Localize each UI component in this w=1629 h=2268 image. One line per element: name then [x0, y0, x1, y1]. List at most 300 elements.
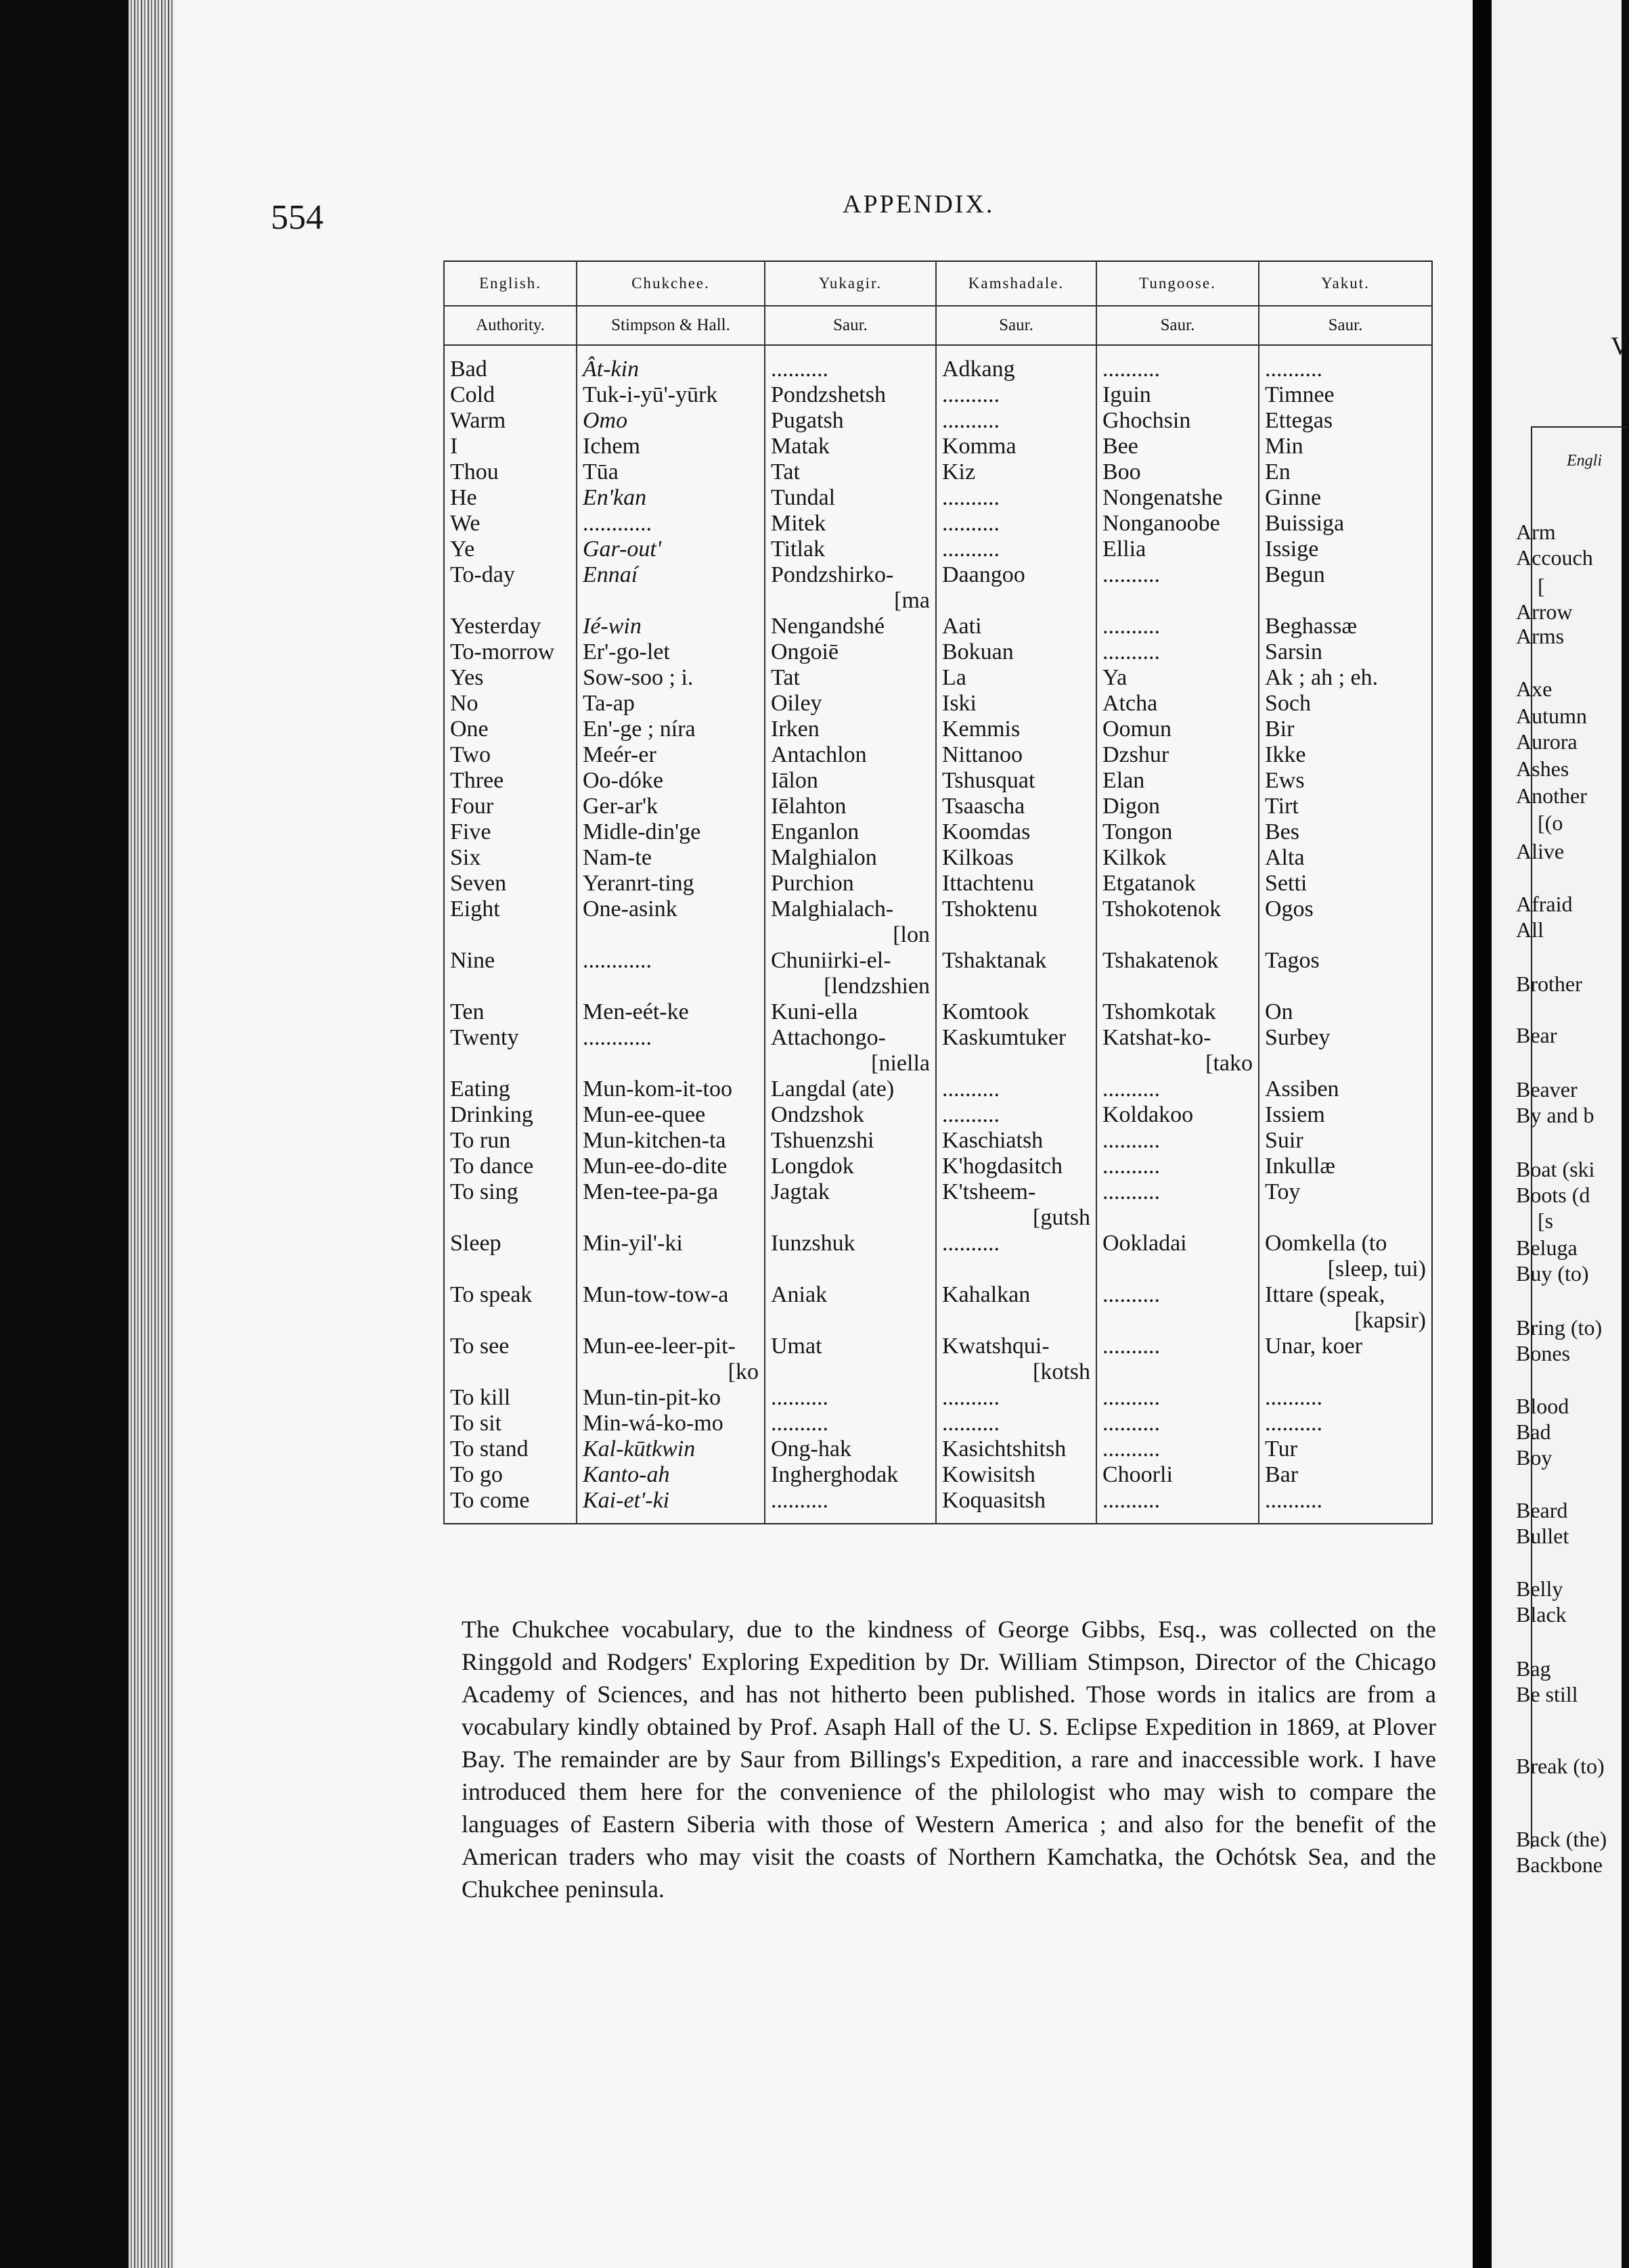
table-cell: Six: [444, 845, 577, 871]
table-cell: Tshoktenu: [936, 897, 1096, 922]
table-cell: Eight: [444, 897, 577, 922]
table-cell: Irken: [765, 717, 936, 742]
table-cell: Unar, koer: [1259, 1334, 1432, 1359]
table-cell: ..........: [1096, 1282, 1259, 1308]
table-cell: No: [444, 691, 577, 717]
table-cell: Tagos: [1259, 948, 1432, 974]
table-cell: Tirt: [1259, 794, 1432, 819]
facing-page-entry: Bring (to): [1516, 1315, 1603, 1340]
facing-page-title: V: [1611, 332, 1629, 361]
table-row: [444, 537, 1432, 562]
table-row: [444, 1154, 1432, 1179]
table-cell: Yeranrt-ting: [577, 871, 765, 897]
table-cell: To sit: [444, 1411, 577, 1436]
table-cell: ..........: [1096, 1436, 1259, 1462]
table-cell: [444, 974, 577, 999]
table-cell: Aati: [936, 614, 1096, 639]
facing-page-entry: Boy: [1516, 1445, 1553, 1470]
table-cell: Kaschiatsh: [936, 1128, 1096, 1154]
table-cell: To-day: [444, 562, 577, 588]
table-cell: Nonganoobe: [1096, 511, 1259, 537]
facing-page-entry: Bad: [1516, 1420, 1551, 1444]
facing-page-entry: Boat (ski: [1516, 1157, 1595, 1181]
table-row: [444, 1359, 1432, 1385]
authority-row: [444, 306, 1432, 345]
table-cell: To run: [444, 1128, 577, 1154]
facing-page-entry: Boots (d: [1516, 1183, 1590, 1207]
table-cell: Yes: [444, 665, 577, 691]
table-cell: Kuni-ella: [765, 999, 936, 1025]
table-cell: Purchion: [765, 871, 936, 897]
table-row: [444, 614, 1432, 639]
table-cell: Ikke: [1259, 742, 1432, 768]
table-cell: Ong-hak: [765, 1436, 936, 1462]
table-cell: Tshusquat: [936, 768, 1096, 794]
table-cell: ..........: [1096, 1154, 1259, 1179]
table-row: [444, 794, 1432, 819]
table-cell: Ichem: [577, 434, 765, 459]
table-row: [444, 485, 1432, 511]
table-cell: Tshaktanak: [936, 948, 1096, 974]
table-cell: Oiley: [765, 691, 936, 717]
table-cell: Komma: [936, 434, 1096, 459]
table-cell: Thou: [444, 459, 577, 485]
table-cell: Iguin: [1096, 382, 1259, 408]
table-cell: Bee: [1096, 434, 1259, 459]
facing-page-entry: Alive: [1516, 839, 1565, 863]
table-cell: [1259, 974, 1432, 999]
authority-cell: Authority.: [444, 306, 577, 345]
table-cell: Dzshur: [1096, 742, 1259, 768]
table-cell: Begun: [1259, 562, 1432, 588]
table-cell: [444, 1359, 577, 1385]
table-cell: ............: [577, 511, 765, 537]
table-cell: Ondzshok: [765, 1102, 936, 1128]
table-cell: ..........: [765, 1385, 936, 1411]
table-cell: Nongenatshe: [1096, 485, 1259, 511]
table-cell: [936, 1051, 1096, 1076]
table-cell: Kowisitsh: [936, 1462, 1096, 1488]
table-cell: Daangoo: [936, 562, 1096, 588]
table-cell: [577, 1308, 765, 1334]
book-page-edges: [129, 0, 176, 2268]
table-cell: Assiben: [1259, 1076, 1432, 1102]
table-cell: Ye: [444, 537, 577, 562]
facing-page-entry: Belly: [1516, 1577, 1563, 1601]
facing-page-entry: Black: [1516, 1602, 1567, 1627]
table-row: [444, 922, 1432, 948]
table-cell: Malghialach-: [765, 897, 936, 922]
table-cell: Two: [444, 742, 577, 768]
table-row: [444, 1462, 1432, 1488]
table-row: [444, 819, 1432, 845]
table-cell: Kemmis: [936, 717, 1096, 742]
table-cell: [577, 1256, 765, 1282]
table-cell: Toy: [1259, 1179, 1432, 1205]
table-cell: To dance: [444, 1154, 577, 1179]
table-cell: ..........: [936, 408, 1096, 434]
table-cell: En'kan: [577, 485, 765, 511]
table-cell: Jagtak: [765, 1179, 936, 1205]
table-cell: Ookladai: [1096, 1231, 1259, 1256]
table-cell: Mun-ee-quee: [577, 1102, 765, 1128]
table-cell: Bad: [444, 345, 577, 382]
table-cell: Pondzshirko-: [765, 562, 936, 588]
table-cell: ..........: [936, 1076, 1096, 1102]
facing-page-entry: Bullet: [1516, 1524, 1569, 1548]
table-cell: ..........: [936, 511, 1096, 537]
table-row: [444, 974, 1432, 999]
table-cell: ............: [577, 948, 765, 974]
table-cell: Ittachtenu: [936, 871, 1096, 897]
table-cell: Tundal: [765, 485, 936, 511]
table-cell: Timnee: [1259, 382, 1432, 408]
table-row: [444, 717, 1432, 742]
running-head: APPENDIX.: [843, 190, 995, 219]
facing-page-entry: [s: [1538, 1208, 1554, 1233]
table-cell: Kal-kūtkwin: [577, 1436, 765, 1462]
table-cell: Ellia: [1096, 537, 1259, 562]
table-cell: ..........: [1096, 639, 1259, 665]
table-cell: To speak: [444, 1282, 577, 1308]
table-cell: Ak ; ah ; eh.: [1259, 665, 1432, 691]
table-cell: Ews: [1259, 768, 1432, 794]
table-cell: Yesterday: [444, 614, 577, 639]
table-cell: Tur: [1259, 1436, 1432, 1462]
table-row: [444, 691, 1432, 717]
table-cell: Digon: [1096, 794, 1259, 819]
table-cell: ..........: [1096, 1076, 1259, 1102]
table-cell: En: [1259, 459, 1432, 485]
table-cell: Malghialon: [765, 845, 936, 871]
table-cell: Ten: [444, 999, 577, 1025]
table-cell: Surbey: [1259, 1025, 1432, 1051]
table-cell: One: [444, 717, 577, 742]
table-cell: Nam-te: [577, 845, 765, 871]
table-cell: [765, 1308, 936, 1334]
facing-page-entry: Back (the): [1516, 1827, 1607, 1851]
table-cell: K'tsheem-: [936, 1179, 1096, 1205]
table-cell: [444, 1308, 577, 1334]
table-cell: [1096, 1359, 1259, 1385]
table-cell: Ongoiē: [765, 639, 936, 665]
table-cell: Five: [444, 819, 577, 845]
table-cell: Choorli: [1096, 1462, 1259, 1488]
table-row: [444, 871, 1432, 897]
table-row: [444, 845, 1432, 871]
table-cell: ..........: [936, 1385, 1096, 1411]
table-cell: Komtook: [936, 999, 1096, 1025]
table-row: [444, 639, 1432, 665]
facing-page-entry: Bag: [1516, 1656, 1551, 1681]
table-cell: Iālon: [765, 768, 936, 794]
table-cell: Meér-er: [577, 742, 765, 768]
table-row: [444, 382, 1432, 408]
table-row: [444, 1179, 1432, 1205]
table-cell: [1259, 588, 1432, 614]
table-cell: ..........: [1259, 1385, 1432, 1411]
facing-page-entry: Bear: [1516, 1023, 1557, 1047]
table-cell: Alta: [1259, 845, 1432, 871]
table-cell: Oomun: [1096, 717, 1259, 742]
table-cell: [1096, 974, 1259, 999]
table-cell: Gar-out': [577, 537, 765, 562]
table-cell: Nittanoo: [936, 742, 1096, 768]
table-row: [444, 408, 1432, 434]
table-cell: ..........: [936, 1102, 1096, 1128]
table-cell: Eating: [444, 1076, 577, 1102]
table-cell: [936, 1256, 1096, 1282]
table-cell: [444, 1205, 577, 1231]
table-cell: [577, 974, 765, 999]
table-cell: ..........: [1096, 1128, 1259, 1154]
table-cell: [936, 1308, 1096, 1334]
facing-page-entry: All: [1516, 917, 1544, 942]
table-cell: Ingherghodak: [765, 1462, 936, 1488]
facing-page-entry: Aurora: [1516, 729, 1578, 754]
table-cell: Tat: [765, 665, 936, 691]
table-cell: Oomkella (to: [1259, 1231, 1432, 1256]
table-cell: Mun-ee-do-dite: [577, 1154, 765, 1179]
table-cell: Ger-ar'k: [577, 794, 765, 819]
table-cell: Issige: [1259, 537, 1432, 562]
column-header: Chukchee.: [577, 261, 765, 306]
table-cell: Beghassæ: [1259, 614, 1432, 639]
facing-page-entry: Arm: [1516, 520, 1556, 544]
facing-page-entry: Beluga: [1516, 1235, 1578, 1260]
facing-page-entry: Accouch: [1516, 545, 1593, 570]
table-cell: Ghochsin: [1096, 408, 1259, 434]
table-cell: [ko: [577, 1359, 765, 1385]
facing-page-entry: [(o: [1538, 811, 1563, 835]
table-cell: ..........: [936, 485, 1096, 511]
table-cell: ..........: [1096, 1411, 1259, 1436]
facing-page-entry: Another: [1516, 784, 1587, 808]
table-row: [444, 1256, 1432, 1282]
table-cell: Twenty: [444, 1025, 577, 1051]
table-cell: Tuk-i-yū'-yūrk: [577, 382, 765, 408]
facing-page-entry: Axe: [1516, 677, 1553, 701]
table-row: [444, 562, 1432, 588]
table-cell: ..........: [1259, 1488, 1432, 1524]
table-cell: Bokuan: [936, 639, 1096, 665]
table-cell: [1096, 588, 1259, 614]
table-cell: Umat: [765, 1334, 936, 1359]
table-cell: En'-ge ; níra: [577, 717, 765, 742]
table-cell: Midle-din'ge: [577, 819, 765, 845]
table-row: [444, 1334, 1432, 1359]
table-cell: Kwatshqui-: [936, 1334, 1096, 1359]
table-cell: Aniak: [765, 1282, 936, 1308]
table-cell: [577, 922, 765, 948]
table-row: [444, 1076, 1432, 1102]
column-header: Yakut.: [1259, 261, 1432, 306]
language-header-row: [444, 261, 1432, 306]
table-cell: [765, 1256, 936, 1282]
table-cell: ..........: [936, 382, 1096, 408]
table-cell: [936, 922, 1096, 948]
table-cell: [kapsir): [1259, 1308, 1432, 1334]
table-row: [444, 1051, 1432, 1076]
table-cell: Antachlon: [765, 742, 936, 768]
table-cell: Men-tee-pa-ga: [577, 1179, 765, 1205]
table-cell: Matak: [765, 434, 936, 459]
vocabulary-note: The Chukchee vocabulary, due to the kindness of George Gibbs, Esq., was collected on the Ringgold and Rodgers' Exploring Expedition by Dr. William Stimpson, Director of the Chicago Academy of Sciences, and has not hitherto been published. Those words in italics are from a vocabulary kindly obtained by Prof. Asaph Hall of the U. S. Eclipse Expedition in 1869, at Plover Bay. The remainder are by Saur from Billings's Expedition, a rare and inaccessible work. I have introduced them here for the convenience of the philologist who may wish to compare the languages of Eastern Siberia with those of Western America ; and also for the benefit of the American traders who may visit the coasts of Northern Kamchatka, the Ochótsk Sea, and the Chukchee peninsula.: [462, 1616, 1436, 1903]
table-cell: ..........: [936, 537, 1096, 562]
table-cell: Mun-tin-pit-ko: [577, 1385, 765, 1411]
vocabulary-body: [444, 345, 1432, 1524]
table-cell: Tshokotenok: [1096, 897, 1259, 922]
table-cell: Bar: [1259, 1462, 1432, 1488]
table-cell: ..........: [1096, 1334, 1259, 1359]
column-header: English.: [444, 261, 577, 306]
table-cell: Bir: [1259, 717, 1432, 742]
table-cell: Buissiga: [1259, 511, 1432, 537]
table-cell: ..........: [1096, 1385, 1259, 1411]
table-row: [444, 768, 1432, 794]
table-cell: Four: [444, 794, 577, 819]
table-cell: ..........: [1096, 614, 1259, 639]
table-cell: ..........: [1096, 345, 1259, 382]
table-cell: ..........: [1096, 1488, 1259, 1524]
book-gutter: [1473, 0, 1492, 2268]
table-cell: Mun-tow-tow-a: [577, 1282, 765, 1308]
table-cell: Pugatsh: [765, 408, 936, 434]
table-cell: Men-eét-ke: [577, 999, 765, 1025]
table-cell: [577, 588, 765, 614]
table-row: [444, 1025, 1432, 1051]
table-cell: Iunzshuk: [765, 1231, 936, 1256]
table-cell: [sleep, tui): [1259, 1256, 1432, 1282]
table-cell: To stand: [444, 1436, 577, 1462]
table-cell: ..........: [765, 1411, 936, 1436]
table-cell: Min: [1259, 434, 1432, 459]
column-header: Yukagir.: [765, 261, 936, 306]
table-cell: [577, 1051, 765, 1076]
table-cell: [gutsh: [936, 1205, 1096, 1231]
table-cell: Titlak: [765, 537, 936, 562]
table-cell: Tat: [765, 459, 936, 485]
table-row: [444, 1308, 1432, 1334]
table-cell: Bes: [1259, 819, 1432, 845]
table-cell: Nine: [444, 948, 577, 974]
table-cell: ..........: [1259, 345, 1432, 382]
table-cell: [444, 1051, 577, 1076]
table-cell: Mun-ee-leer-pit-: [577, 1334, 765, 1359]
table-cell: [1259, 1205, 1432, 1231]
facing-page-entry: Ashes: [1516, 756, 1569, 781]
table-cell: Drinking: [444, 1102, 577, 1128]
table-cell: [tako: [1096, 1051, 1259, 1076]
table-cell: K'hogdasitch: [936, 1154, 1096, 1179]
table-cell: Elan: [1096, 768, 1259, 794]
table-cell: Min-yil'-ki: [577, 1231, 765, 1256]
table-cell: ..........: [936, 1411, 1096, 1436]
table-cell: Tshuenzshi: [765, 1128, 936, 1154]
table-cell: Three: [444, 768, 577, 794]
facing-page-entry: Be still: [1516, 1682, 1578, 1706]
table-row: [444, 345, 1432, 382]
table-cell: Atcha: [1096, 691, 1259, 717]
table-cell: Koquasitsh: [936, 1488, 1096, 1524]
table-cell: To kill: [444, 1385, 577, 1411]
table-row: [444, 999, 1432, 1025]
page-number: 554: [271, 198, 323, 237]
table-cell: Mun-kom-it-too: [577, 1076, 765, 1102]
facing-page-entry: Beaver: [1516, 1077, 1578, 1102]
table-cell: Kai-et'-ki: [577, 1488, 765, 1524]
table-cell: La: [936, 665, 1096, 691]
authority-cell: Stimpson & Hall.: [577, 306, 765, 345]
table-row: [444, 1205, 1432, 1231]
table-cell: [936, 588, 1096, 614]
table-cell: Min-wá-ko-mo: [577, 1411, 765, 1436]
table-cell: Kilkok: [1096, 845, 1259, 871]
table-cell: Ettegas: [1259, 408, 1432, 434]
facing-page-column-header: Engli: [1567, 452, 1602, 470]
authority-cell: Saur.: [765, 306, 936, 345]
table-cell: Kiz: [936, 459, 1096, 485]
authority-cell: Saur.: [1096, 306, 1259, 345]
facing-page-entry: Afraid: [1516, 892, 1573, 916]
table-cell: Issiem: [1259, 1102, 1432, 1128]
table-cell: Kanto-ah: [577, 1462, 765, 1488]
table-cell: [1096, 1205, 1259, 1231]
table-cell: Ta-ap: [577, 691, 765, 717]
table-cell: Sleep: [444, 1231, 577, 1256]
table-cell: Koldakoo: [1096, 1102, 1259, 1128]
facing-page-entry: Buy (to): [1516, 1261, 1589, 1286]
table-cell: I: [444, 434, 577, 459]
facing-page-entry: Bones: [1516, 1341, 1570, 1365]
table-cell: Ya: [1096, 665, 1259, 691]
facing-page-entry: Backbone: [1516, 1853, 1603, 1877]
table-cell: To sing: [444, 1179, 577, 1205]
table-cell: ..........: [936, 1231, 1096, 1256]
table-cell: [kotsh: [936, 1359, 1096, 1385]
vocabulary-table: [443, 260, 1433, 1524]
table-cell: [444, 588, 577, 614]
table-cell: Seven: [444, 871, 577, 897]
table-cell: Mitek: [765, 511, 936, 537]
table-cell: Ié-win: [577, 614, 765, 639]
table-cell: Kasichtshitsh: [936, 1436, 1096, 1462]
table-row: [444, 459, 1432, 485]
table-row: [444, 1488, 1432, 1524]
table-cell: On: [1259, 999, 1432, 1025]
facing-page-entry: [: [1538, 574, 1545, 598]
table-cell: Cold: [444, 382, 577, 408]
table-cell: Kaskumtuker: [936, 1025, 1096, 1051]
table-cell: To-morrow: [444, 639, 577, 665]
table-cell: Attachongo-: [765, 1025, 936, 1051]
table-cell: Chuniirki-el-: [765, 948, 936, 974]
table-row: [444, 511, 1432, 537]
table-cell: Ittare (speak,: [1259, 1282, 1432, 1308]
table-row: [444, 1385, 1432, 1411]
facing-page-entry: Arms: [1516, 624, 1565, 648]
table-cell: Sow-soo ; i.: [577, 665, 765, 691]
table-cell: ..........: [765, 1488, 936, 1524]
table-cell: Langdal (ate): [765, 1076, 936, 1102]
table-cell: [lon: [765, 922, 936, 948]
table-cell: One-asink: [577, 897, 765, 922]
table-cell: Inkullæ: [1259, 1154, 1432, 1179]
table-cell: [1259, 1359, 1432, 1385]
table-cell: ..........: [1096, 562, 1259, 588]
table-cell: Soch: [1259, 691, 1432, 717]
table-row: [444, 1231, 1432, 1256]
